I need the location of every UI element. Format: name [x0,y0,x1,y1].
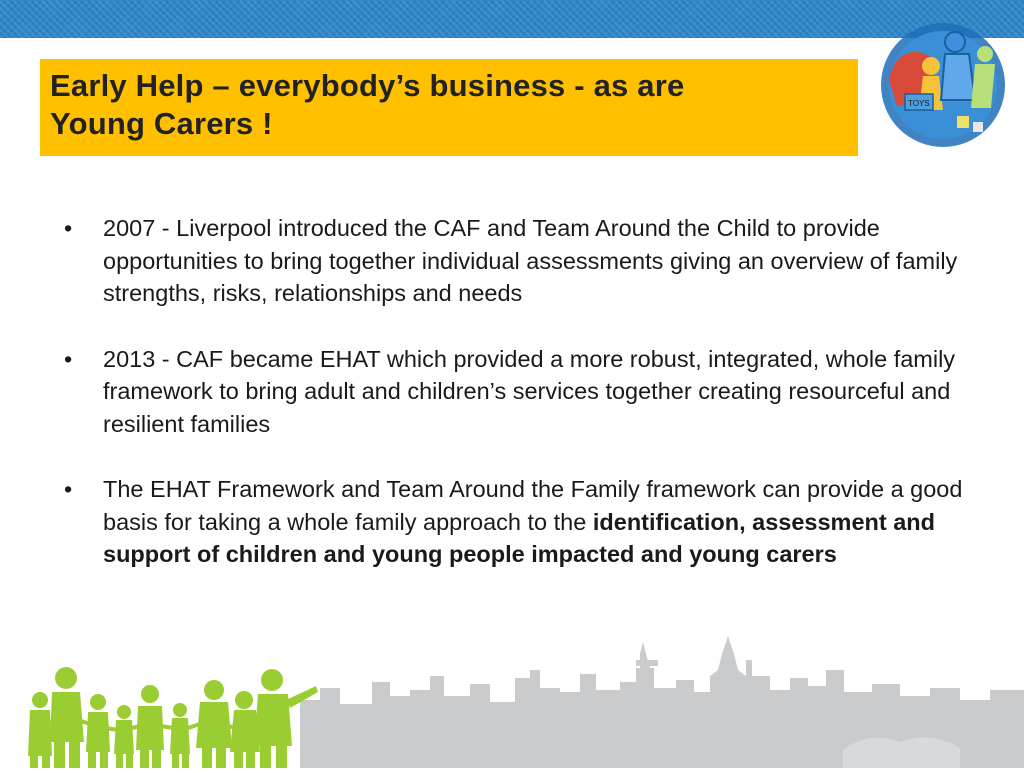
title-line-1: Early Help – everybody’s business - as are [50,68,685,103]
bullet-list [62,212,982,604]
bullet-text: 2007 - Liverpool introduced the CAF and Team Around the Child to provide opportunities to bring together individual assessments giving an overview of family strengths, risks, relationships and needs [103,215,958,306]
bullet-item-2013 [62,343,982,441]
bullet-text: 2013 - CAF became EHAT which provided a more robust, integrated, whole family framework to bring adult and children’s services together creating resourceful and resilient families [103,345,956,437]
family-drawing-logo-icon [875,10,1015,160]
bullet-marker: • [64,476,73,502]
bullet-text: The EHAT Framework and Team Around the Family framework can provide a good basis for taking a whole family approach to the [103,476,963,535]
bullet-marker: • [64,215,73,241]
slide-title [50,67,848,143]
bullet-item-2007 [62,212,982,310]
footer-illustration [0,630,1024,768]
logo-toys-sign: TOYS [908,99,930,108]
bullet-item-ehat-framework [62,473,982,571]
title-banner [40,59,858,156]
header-band [0,0,1024,38]
city-skyline-icon [300,636,1024,768]
family-figures-icon [28,667,318,768]
bullet-bold-text: identification, assessment and support of children and young people impacted and young carers [103,508,936,567]
title-line-2: Young Carers ! [50,106,273,141]
bullet-marker: • [64,345,73,372]
